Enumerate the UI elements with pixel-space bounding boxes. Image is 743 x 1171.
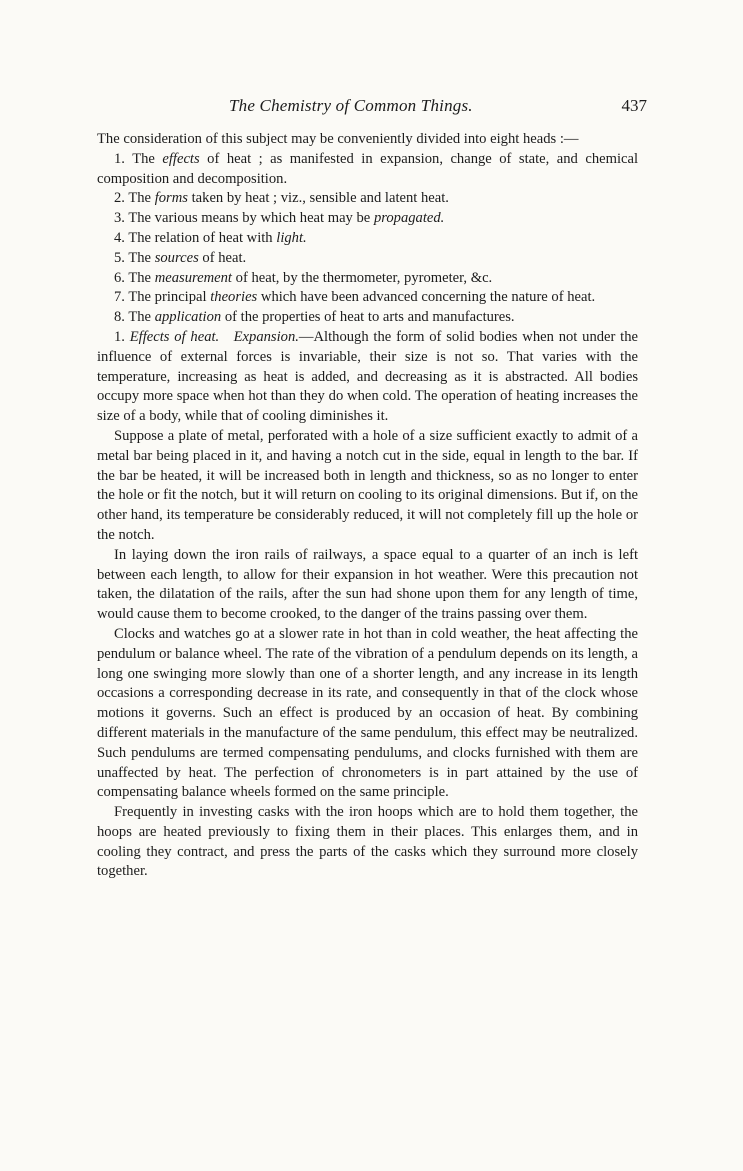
paragraph-railways: In laying down the iron rails of railways, a space equal to a quarter of an inch is left between each length, to allow for their expansion in hot weather. Were this precaution not taken, the dilatation of the rails, after the sun had shone upon them for any length of time, would cause them to become crooked, to the danger of the trains passing over them. xyxy=(97,546,638,623)
emphasis: application xyxy=(154,309,222,326)
page-number: 437 xyxy=(621,96,647,115)
section-effects-of-heat: 1. Effects of heat. Expansion.—Although the form of solid bodies when not under the influence of external forces is invariable, their size is not so. That varies with the temperature, increasing as heat is added, and decreasing as it is abstracted. All bodies occupy more space when hot than they do when cold. The operation of heating increases the size of a body, while that of cooling diminishes it. xyxy=(97,328,639,425)
head-item-2: 2. The forms taken by heat ; viz., sensible and latent heat. xyxy=(114,190,449,207)
page-body xyxy=(97,130,638,882)
head-item-3: 3. The various means by which heat may be propagated. xyxy=(114,210,445,227)
emphasis: sources xyxy=(154,249,199,266)
emphasis: measurement xyxy=(154,269,232,286)
emphasis: effects xyxy=(162,150,200,167)
emphasis: forms xyxy=(154,190,188,207)
head-item-1: 1. The effects of heat ; as manifested in expansion, change of state, and chemical composition and decomposition. xyxy=(97,150,639,187)
emphasis: light. xyxy=(276,229,307,246)
emphasis: theories xyxy=(210,289,258,306)
head-item-4: 4. The relation of heat with light. xyxy=(114,229,307,246)
running-title: The Chemistry of Common Things. xyxy=(229,96,473,115)
section-subheading: Expansion. xyxy=(233,328,299,345)
head-item-6: 6. The measurement of heat, by the thermometer, pyrometer, &c. xyxy=(114,269,493,286)
paragraph-metal-plate: Suppose a plate of metal, perforated with a hole of a size sufficient exactly to admit of a metal bar being placed in it, and having a notch cut in the side, equal in length to the bar. If the bar be heated, it will be increased both in length and thickness, so as no longer to enter the hole or fit the notch, but it will return on cooling to its original dimensions. But if, on the other hand, its temperature be considerably reduced, it will not completely fill up the hole or the notch. xyxy=(97,427,638,543)
head-item-5: 5. The sources of heat. xyxy=(114,249,247,266)
head-item-8: 8. The application of the properties of heat to arts and manufactures. xyxy=(114,309,515,326)
emphasis: propagated. xyxy=(373,210,445,227)
paragraph-clocks: Clocks and watches go at a slower rate in hot than in cold weather, the heat affecting the pendulum or balance wheel. The rate of the vibration of a pendulum depends on its length, a long one swinging more slowly than one of a shorter length, and any increase in its length occasions a corresponding decrease in its rate, and consequently in that of the clock whose motions it governs. Such an effect is produced by an occasion of heat. By combining different materials in the manufacture of the same pendulum, this effect may be neutralized. Such pendulums are termed compensating pendulums, and clocks furnished with them are unaffected by heat. The perfection of chronometers is in part attained by the use of compensating balance wheels formed on the same principle. xyxy=(97,625,638,801)
head-item-7: 7. The principal theories which have been advanced concerning the nature of heat. xyxy=(114,289,596,306)
paragraph-casks: Frequently in investing casks with the iron hoops which are to hold them together, the hoops are heated previously to fixing them in their places. This enlarges them, and in cooling they contract, and press the parts of the casks which they surround more closely together. xyxy=(97,804,638,880)
intro-paragraph: The consideration of this subject may be conveniently divided into eight heads :— xyxy=(97,131,579,147)
section-heading: Effects of heat. xyxy=(129,328,220,345)
page-header xyxy=(0,96,743,120)
